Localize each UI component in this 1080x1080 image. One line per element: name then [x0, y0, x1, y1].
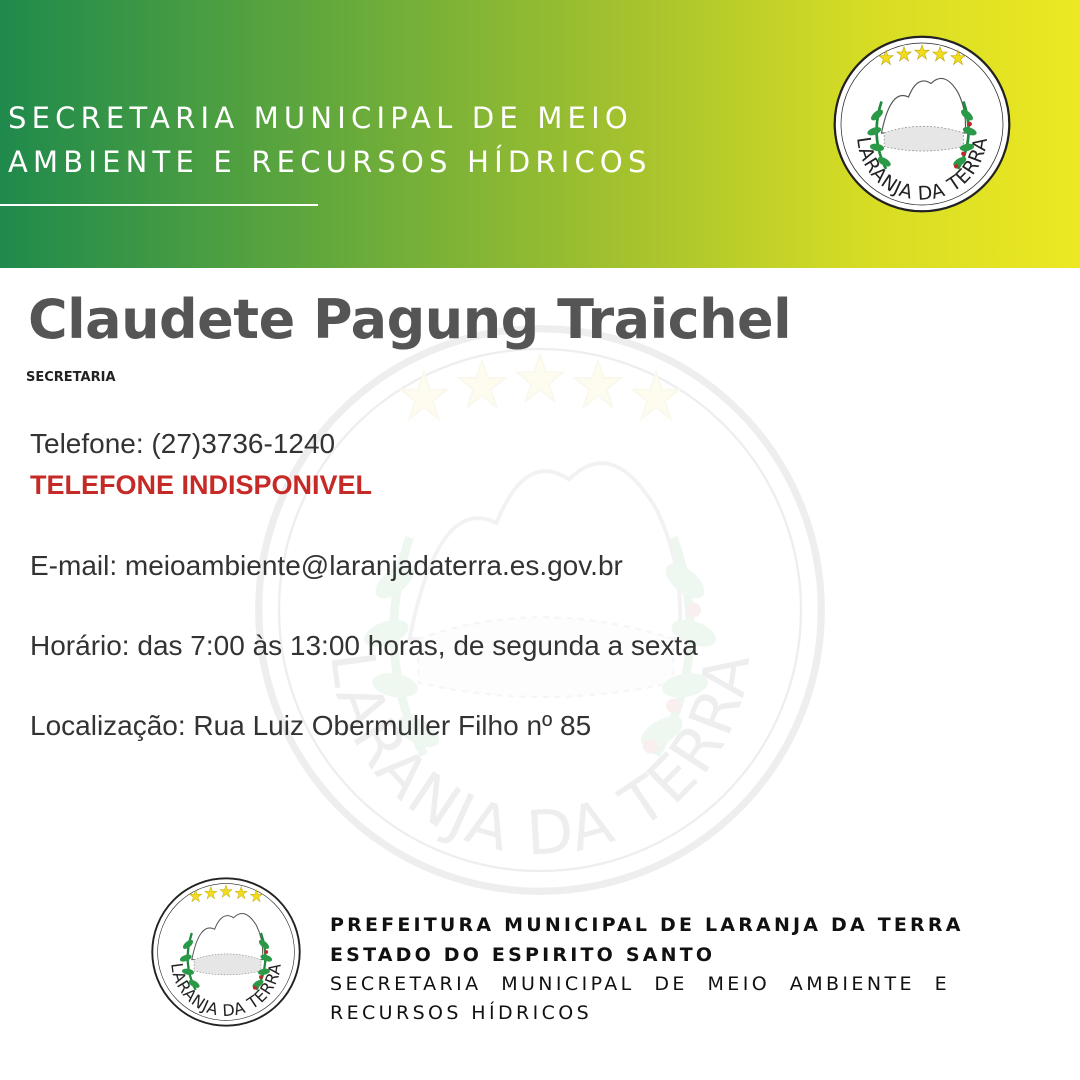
email-text: E-mail: meioambiente@laranjadaterra.es.gov.br: [30, 550, 623, 581]
header-title: [8, 96, 708, 184]
footer-line-estado: ESTADO DO ESPIRITO SANTO: [330, 944, 716, 966]
header-title-line-1: SECRETARIA MUNICIPAL DE MEIO: [8, 101, 633, 135]
person-role: SECRETARIA: [26, 370, 116, 385]
header-underline: [0, 204, 318, 206]
footer-line-secretaria: SECRETARIA MUNICIPAL DE MEIO AMBIENTE E RECURSOS HÍDRICOS: [330, 973, 950, 1024]
phone-text: Telefone: (27)3736-1240: [30, 428, 336, 459]
header-title-line-2: AMBIENTE E RECURSOS HÍDRICOS: [8, 145, 652, 179]
header-banner: [0, 0, 1080, 268]
footer-line-prefeitura: PREFEITURA MUNICIPAL DE LARANJA DA TERRA: [330, 914, 964, 936]
footer-seal-icon: [150, 876, 302, 1028]
footer-text: [330, 910, 964, 1028]
municipal-seal-icon: [832, 34, 1012, 214]
person-name: Claudete Pagung Traichel: [28, 288, 792, 351]
hours-text: Horário: das 7:00 às 13:00 horas, de segunda a sexta: [30, 630, 698, 661]
watermark-seal-icon: [250, 320, 830, 900]
location-text: Localização: Rua Luiz Obermuller Filho nº 85: [30, 710, 592, 741]
phone-unavailable-notice: TELEFONE INDISPONIVEL: [30, 470, 373, 500]
